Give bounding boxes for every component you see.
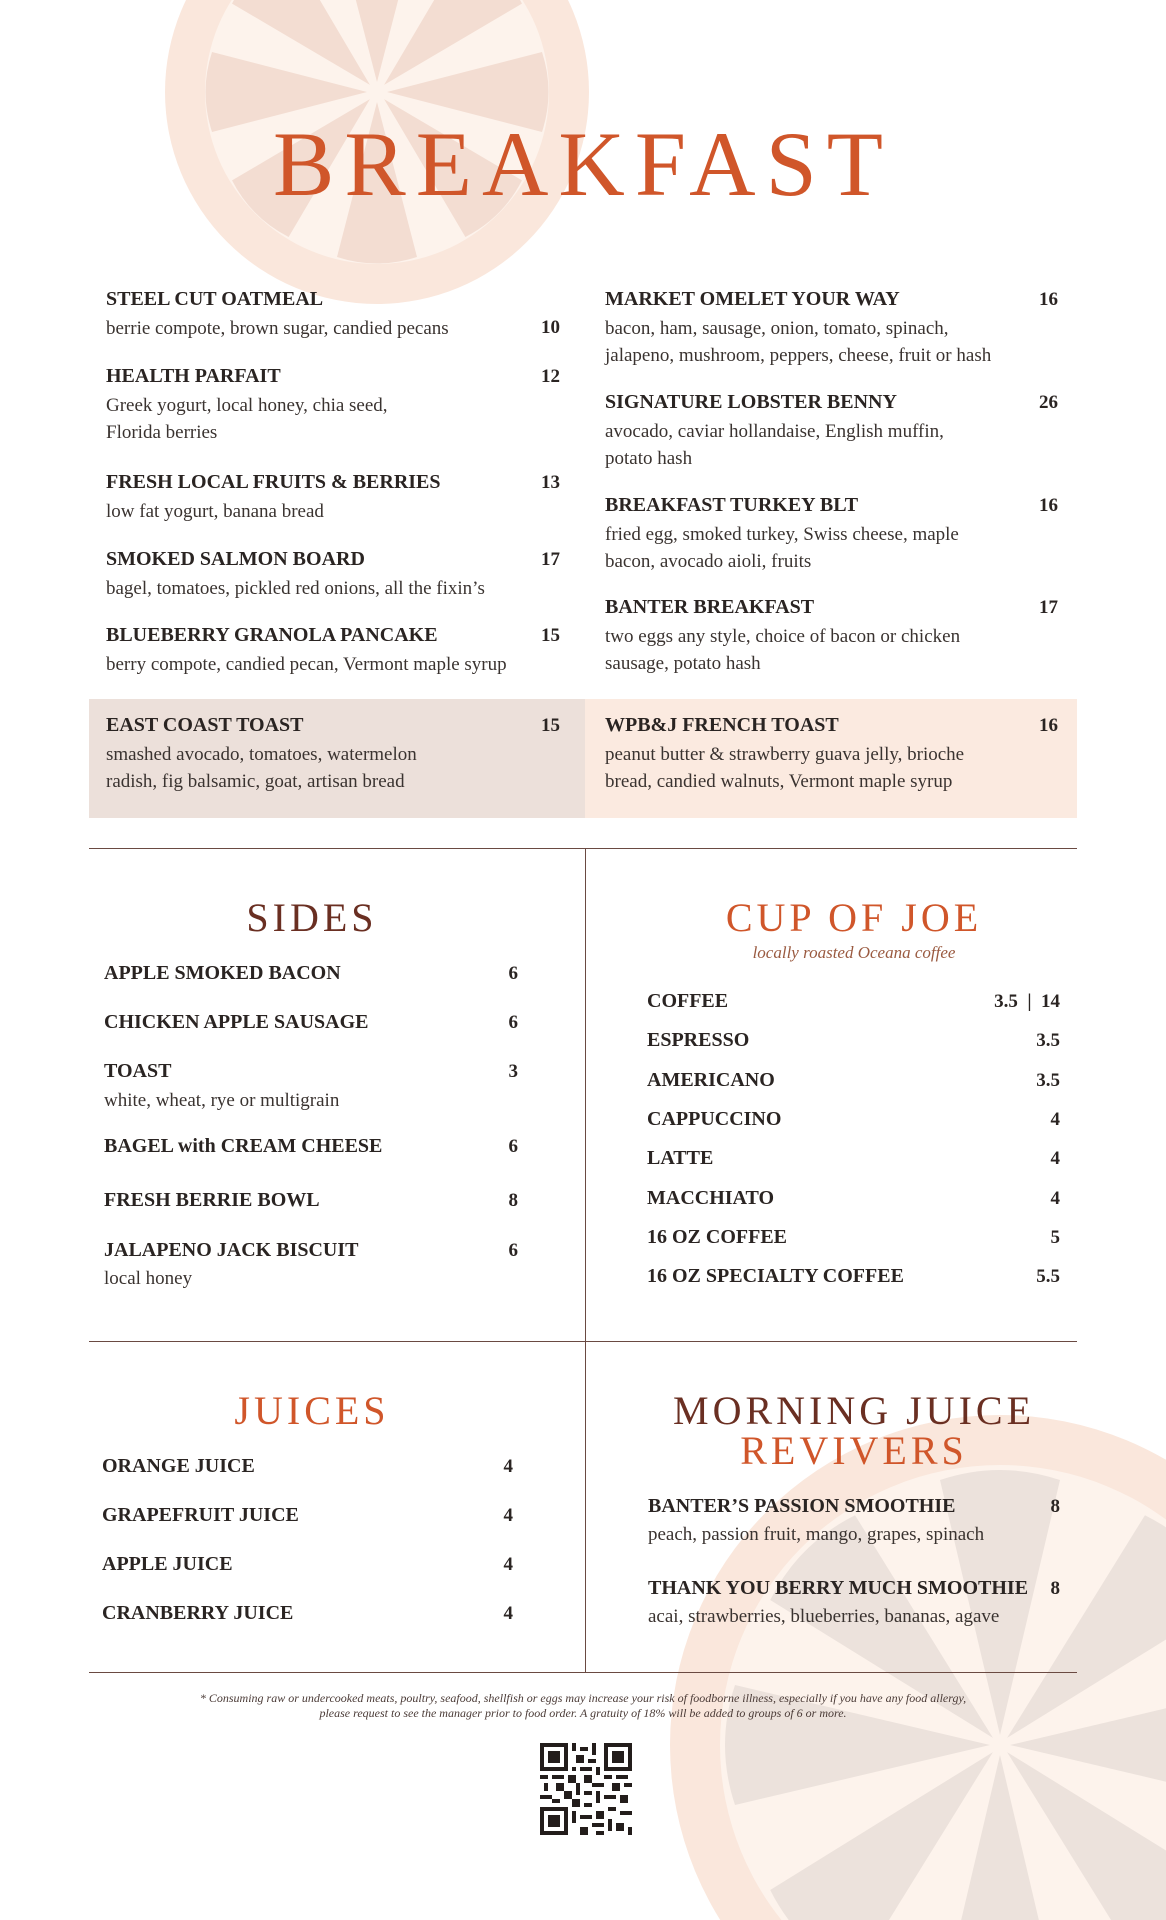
menu-item-price: 3.5 | 14 [994, 991, 1060, 1012]
menu-item-name: GRAPEFRUIT JUICE [102, 1504, 299, 1526]
menu-item-price: 16 [1039, 715, 1058, 736]
page-title: BREAKFAST [273, 113, 893, 215]
menu-item-price: 8 [508, 1190, 518, 1211]
menu-item-price: 6 [508, 1136, 518, 1157]
menu-item-name: CHICKEN APPLE SAUSAGE [104, 1011, 369, 1033]
menu-item-price: 4 [1050, 1109, 1060, 1130]
menu-item-name: BAGEL with CREAM CHEESE [104, 1135, 383, 1157]
menu-item-name: BANTER’S PASSION SMOOTHIE [648, 1495, 956, 1517]
sides-title: SIDES [246, 895, 378, 940]
menu-item-name: APPLE SMOKED BACON [104, 962, 341, 984]
menu-item-price: 5.5 [1036, 1266, 1060, 1287]
menu-item-name: ORANGE JUICE [102, 1455, 255, 1477]
menu-item-price: 3 [508, 1061, 518, 1082]
menu-item-name: FRESH BERRIE BOWL [104, 1189, 320, 1211]
menu-item-name: COFFEE [647, 990, 729, 1012]
menu-item-desc: berrie compote, brown sugar, candied pecans [106, 318, 449, 339]
menu-item-name: BLUEBERRY GRANOLA PANCAKE [106, 624, 438, 646]
allergy-note [120, 1691, 1046, 1721]
menu-item-desc: acai, strawberries, blueberries, bananas, agave [648, 1606, 1000, 1627]
menu-item-price: 4 [503, 1456, 513, 1477]
menu-item-price: 15 [541, 625, 560, 646]
menu-item-name: THANK YOU BERRY MUCH SMOOTHIE [648, 1577, 1029, 1599]
menu-item-price: 15 [541, 715, 560, 736]
menu-item-desc: fried egg, smoked turkey, Swiss cheese, maple bacon, avocado aioli, fruits [605, 524, 959, 572]
menu-item-name: APPLE JUICE [102, 1553, 233, 1575]
menu-item-price: 16 [1039, 495, 1058, 516]
menu-item-desc: berry compote, candied pecan, Vermont maple syrup [106, 654, 507, 675]
menu-item-desc: two eggs any style, choice of bacon or chicken sausage, potato hash [605, 626, 961, 674]
menu-item-name: MACCHIATO [647, 1187, 775, 1209]
menu-item-desc: local honey [104, 1268, 193, 1289]
menu-item-price: 6 [508, 1012, 518, 1033]
menu-item-desc: smashed avocado, tomatoes, watermelon radish, fig balsamic, goat, artisan bread [106, 744, 417, 792]
revivers-title-line2: REVIVERS [740, 1428, 968, 1473]
divider-line [585, 848, 586, 1672]
menu-item-desc: peach, passion fruit, mango, grapes, spinach [648, 1524, 985, 1545]
menu-item-price: 4 [503, 1554, 513, 1575]
allergy-note-line: please request to see the manager prior to food order. A gratuity of 18% will be added to groups of 6 or more. [319, 1706, 847, 1720]
menu-item-price: 17 [1039, 597, 1058, 618]
menu-item-price: 4 [1050, 1188, 1060, 1209]
coffee-subtitle: locally roasted Oceana coffee [752, 943, 956, 962]
juices-title: JUICES [234, 1388, 390, 1433]
menu-item-price: 3.5 [1036, 1030, 1060, 1051]
menu-item-price: 17 [541, 549, 560, 570]
menu-item-desc: peanut butter & strawberry guava jelly, brioche bread, candied walnuts, Vermont maple syrup [605, 744, 965, 792]
menu-item-name: BREAKFAST TURKEY BLT [605, 494, 859, 516]
menu-item-desc: Greek yogurt, local honey, chia seed, Florida berries [106, 395, 388, 443]
menu-item-desc: low fat yogurt, banana bread [106, 501, 324, 522]
menu-item-price: 4 [503, 1603, 513, 1624]
menu-item-desc: bagel, tomatoes, pickled red onions, all the fixin’s [106, 578, 485, 599]
menu-item-price: 5 [1050, 1227, 1060, 1248]
qr-code-icon[interactable] [540, 1743, 632, 1835]
menu-item-name: 16 OZ SPECIALTY COFFEE [647, 1265, 904, 1287]
menu-item-name: AMERICANO [647, 1069, 775, 1091]
menu-item-name: 16 OZ COFFEE [647, 1226, 788, 1248]
divider-line [89, 1341, 1077, 1342]
menu-item-price: 26 [1039, 392, 1058, 413]
menu-item-name: SIGNATURE LOBSTER BENNY [605, 391, 897, 413]
menu-item-name: MARKET OMELET YOUR WAY [605, 288, 900, 310]
menu-item-desc: white, wheat, rye or multigrain [104, 1090, 340, 1111]
menu-item-price: 6 [508, 1240, 518, 1261]
menu-item-name: HEALTH PARFAIT [106, 365, 281, 387]
menu-item-name: SMOKED SALMON BOARD [106, 548, 365, 570]
menu-item-price: 4 [1050, 1148, 1060, 1169]
menu-item-price: 13 [541, 472, 560, 493]
divider-line [89, 1672, 1077, 1673]
menu-item-name: CAPPUCCINO [647, 1108, 782, 1130]
menu-item-name: ESPRESSO [647, 1029, 750, 1051]
menu-item-desc: avocado, caviar hollandaise, English muffin, potato hash [605, 421, 944, 469]
revivers-title-line1: MORNING JUICE [673, 1388, 1035, 1433]
menu-item-name: CRANBERRY JUICE [102, 1602, 294, 1624]
menu-item-name: WPB&J FRENCH TOAST [605, 714, 839, 736]
menu-item-price: 3.5 [1036, 1070, 1060, 1091]
menu-item-name: EAST COAST TOAST [106, 714, 304, 736]
menu-item-price: 8 [1050, 1578, 1060, 1599]
menu-item-name: TOAST [104, 1060, 172, 1082]
menu-item-price: 4 [503, 1505, 513, 1526]
menu-item-price: 10 [541, 317, 560, 338]
menu-item-name: STEEL CUT OATMEAL [106, 288, 324, 310]
divider-line [89, 848, 1077, 849]
menu-item-name: BANTER BREAKFAST [605, 596, 815, 618]
coffee-title: CUP OF JOE [725, 895, 983, 940]
menu-item-name: LATTE [647, 1147, 714, 1169]
menu-item-name: JALAPENO JACK BISCUIT [104, 1239, 359, 1261]
allergy-note-line: * Consuming raw or undercooked meats, poultry, seafood, shellfish or eggs may increase your risk of foodborne illness, especially if you have any food allergy, [199, 1691, 967, 1705]
menu-item-price: 6 [508, 963, 518, 984]
menu-item-price: 16 [1039, 289, 1058, 310]
menu-item-name: FRESH LOCAL FRUITS & BERRIES [106, 471, 441, 493]
menu-item-desc: bacon, ham, sausage, onion, tomato, spinach, jalapeno, mushroom, peppers, cheese, fruit or hash [605, 318, 992, 366]
menu-item-price: 12 [541, 366, 560, 387]
menu-item-price: 8 [1050, 1496, 1060, 1517]
